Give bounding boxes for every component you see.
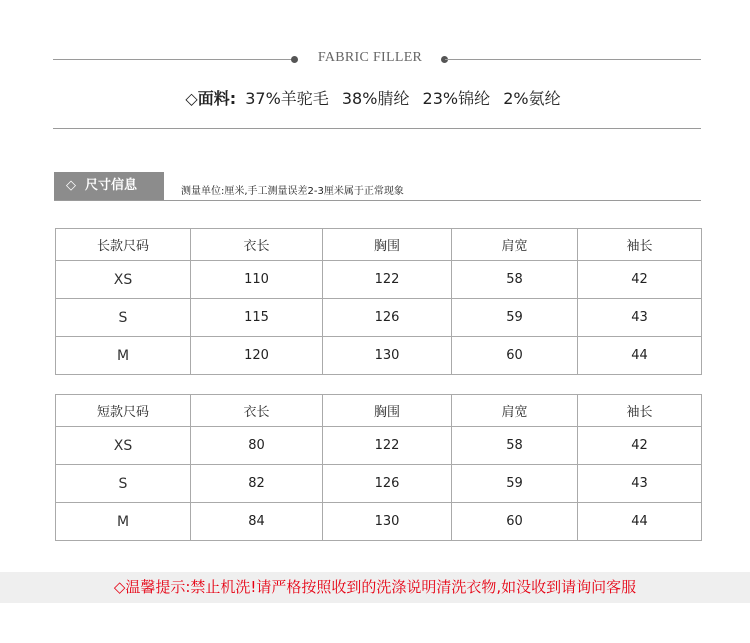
long-size-table bbox=[55, 228, 702, 375]
table-header-cell: 肩宽 bbox=[452, 229, 578, 261]
size-info-tag bbox=[54, 172, 164, 200]
table-cell: 43 bbox=[578, 299, 702, 337]
table-cell: 60 bbox=[452, 337, 578, 375]
table-cell: 122 bbox=[323, 261, 452, 299]
table-header-cell: 胸围 bbox=[323, 395, 452, 427]
bullet-dot-icon bbox=[291, 56, 298, 63]
size-info-underline bbox=[54, 200, 701, 201]
size-cell: M bbox=[56, 337, 191, 375]
table-header-row bbox=[56, 395, 702, 427]
table-row bbox=[56, 465, 702, 503]
fabric-filler-title: FABRIC FILLER bbox=[317, 50, 423, 65]
table-cell: 43 bbox=[578, 465, 702, 503]
table-cell: 122 bbox=[323, 427, 452, 465]
table-cell: 126 bbox=[323, 465, 452, 503]
size-info-title: 尺寸信息 bbox=[85, 178, 138, 193]
table-cell: 58 bbox=[452, 427, 578, 465]
table-header-row bbox=[56, 229, 702, 261]
table-cell: 80 bbox=[191, 427, 323, 465]
table-cell: 44 bbox=[578, 503, 702, 541]
fabric-divider-right bbox=[445, 59, 701, 60]
table-header-cell: 胸围 bbox=[323, 229, 452, 261]
table-header-cell: 短款尺码 bbox=[56, 395, 191, 427]
table-row bbox=[56, 261, 702, 299]
table-header-cell: 肩宽 bbox=[452, 395, 578, 427]
table-cell: 82 bbox=[191, 465, 323, 503]
size-cell: XS bbox=[56, 427, 191, 465]
size-cell: S bbox=[56, 299, 191, 337]
table-row bbox=[56, 427, 702, 465]
table-cell: 130 bbox=[323, 337, 452, 375]
fabric-item: 23%锦纶 bbox=[422, 89, 491, 108]
table-cell: 58 bbox=[452, 261, 578, 299]
table-cell: 126 bbox=[323, 299, 452, 337]
size-cell: S bbox=[56, 465, 191, 503]
diamond-icon: ◇ bbox=[66, 178, 76, 193]
size-measurement-note: 测量单位:厘米,手工测量误差2-3厘米属于正常现象 bbox=[181, 186, 404, 197]
fabric-item: 38%腈纶 bbox=[341, 89, 410, 108]
care-notice: ◇温馨提示:禁止机洗!请严格按照收到的洗涤说明清洗衣物,如没收到请询问客服 bbox=[0, 572, 750, 603]
table-row bbox=[56, 337, 702, 375]
size-cell: M bbox=[56, 503, 191, 541]
table-header-cell: 长款尺码 bbox=[56, 229, 191, 261]
fabric-divider-left bbox=[53, 59, 294, 60]
section-divider bbox=[53, 128, 701, 129]
size-cell: XS bbox=[56, 261, 191, 299]
table-cell: 84 bbox=[191, 503, 323, 541]
table-header-cell: 袖长 bbox=[578, 395, 702, 427]
table-cell: 42 bbox=[578, 261, 702, 299]
table-row bbox=[56, 299, 702, 337]
table-cell: 59 bbox=[452, 465, 578, 503]
fabric-label: ◇面料: bbox=[185, 89, 237, 108]
fabric-composition bbox=[0, 86, 750, 109]
table-header-cell: 袖长 bbox=[578, 229, 702, 261]
short-size-table bbox=[55, 394, 702, 541]
table-cell: 130 bbox=[323, 503, 452, 541]
table-cell: 59 bbox=[452, 299, 578, 337]
table-header-cell: 衣长 bbox=[191, 229, 323, 261]
table-cell: 42 bbox=[578, 427, 702, 465]
table-cell: 110 bbox=[191, 261, 323, 299]
table-header-cell: 衣长 bbox=[191, 395, 323, 427]
table-cell: 60 bbox=[452, 503, 578, 541]
table-cell: 44 bbox=[578, 337, 702, 375]
fabric-item: 37%羊驼毛 bbox=[245, 89, 329, 108]
table-cell: 120 bbox=[191, 337, 323, 375]
table-row bbox=[56, 503, 702, 541]
fabric-item: 2%氨纶 bbox=[503, 89, 561, 108]
table-cell: 115 bbox=[191, 299, 323, 337]
